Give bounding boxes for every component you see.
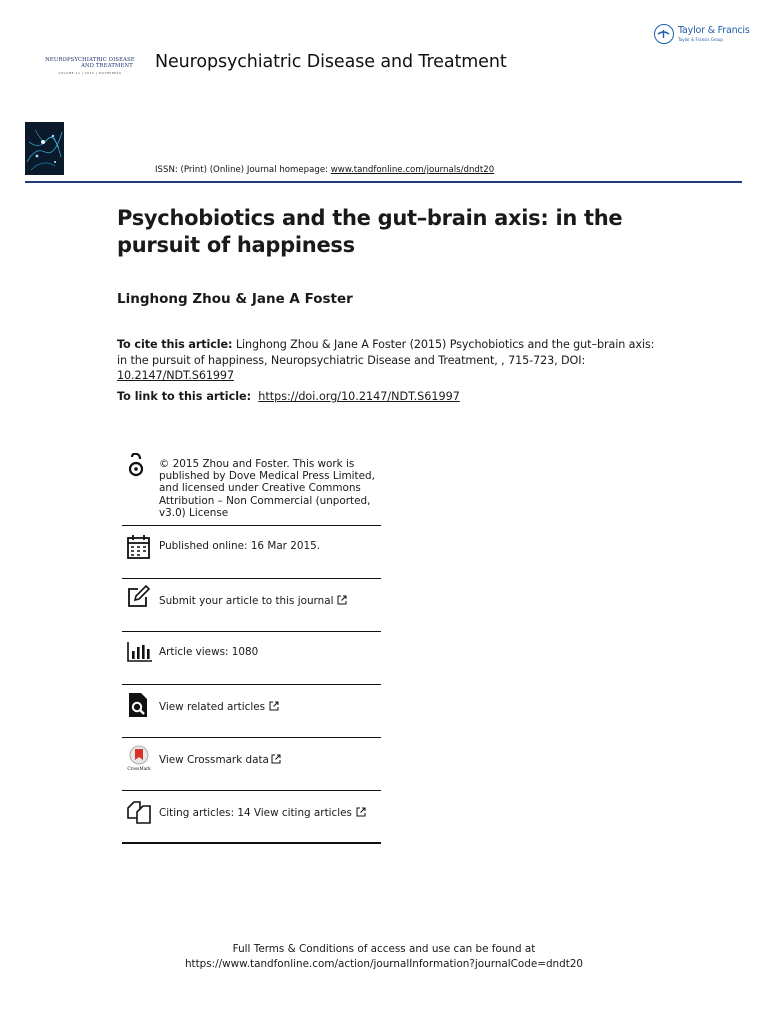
journal-cover-image [25,122,64,175]
journal-logo-line2: AND TREATMENT [81,63,133,69]
citing-label: Citing articles: 14 View citing articles [159,807,352,819]
related-articles-icon [126,692,152,718]
citing-link[interactable] [159,807,366,819]
submit-row[interactable] [122,579,381,632]
license-text: © 2015 Zhou and Foster. This work is published by Dove Medical Press Limited, and licensed under Creative Commons Attribution – Non Commercial (unported, v3.0) License [159,458,375,519]
views-row [122,632,381,685]
crossmark-icon-label: CrossMark [127,766,151,771]
crossmark-link[interactable] [159,754,281,766]
citation-label: To cite this article: [117,338,233,351]
bar-chart-icon [126,640,152,666]
crossmark-row[interactable] [122,738,381,791]
open-access-icon [126,453,152,479]
crossmark-icon [126,745,152,771]
journal-homepage-link[interactable]: www.tandfonline.com/journals/dndt20 [330,165,495,175]
publisher-logo-icon [654,24,674,44]
article-link-line [117,390,460,403]
submit-link[interactable] [159,595,347,607]
doi-link[interactable]: 10.2147/NDT.S61997 [117,369,234,382]
footer-terms-url[interactable]: https://www.tandfonline.com/action/journalInformation?journalCode=dndt20 [184,958,584,970]
external-link-icon [271,754,281,764]
submit-label: Submit your article to this journal [159,595,334,607]
edit-icon [126,585,152,611]
related-row[interactable] [122,685,381,738]
article-metrics-panel [122,448,381,844]
issn-line [155,165,494,175]
citing-articles-icon [126,799,152,825]
link-label: To link to this article: [117,390,252,403]
issn-prefix: ISSN: (Print) (Online) Journal homepage: [155,165,331,175]
license-row [122,448,381,526]
published-row [122,526,381,579]
external-link-icon [269,701,279,711]
publisher-group: Taylor & Francis Group [678,37,723,42]
related-label: View related articles [159,701,266,713]
article-doi-url[interactable]: https://doi.org/10.2147/NDT.S61997 [258,390,460,403]
related-link[interactable] [159,701,279,713]
publisher-logo[interactable] [652,22,752,48]
article-title: Psychobiotics and the gut–brain axis: in the pursuit of happiness [117,206,623,257]
citation-text: Linghong Zhou & Jane A Foster (2015) Psychobiotics and the gut–brain axis: in the pursuit of happiness, Neuropsychiatric Disease and Treatment, , 715-723, DOI: [117,338,655,367]
header-rule [25,181,742,183]
journal-logo-line3: VOLUME 11 | 2015 | DOVEPRESS [58,71,122,75]
footer-terms [0,942,768,972]
publisher-name: Taylor & Francis [678,25,750,36]
crossmark-label: View Crossmark data [159,754,269,766]
citation-block [117,337,657,384]
journal-logo [44,57,136,81]
calendar-icon [126,534,152,560]
published-date: Published online: 16 Mar 2015. [159,540,321,552]
external-link-icon [356,807,366,817]
article-authors: Linghong Zhou & Jane A Foster [117,291,353,307]
journal-logo-line1: NEUROPSYCHIATRIC DISEASE [45,57,135,63]
external-link-icon [337,595,347,605]
citing-row[interactable] [122,791,381,844]
article-views: Article views: 1080 [159,646,259,658]
footer-line1: Full Terms & Conditions of access and use can be found at [232,943,536,955]
journal-title: Neuropsychiatric Disease and Treatment [155,52,507,72]
